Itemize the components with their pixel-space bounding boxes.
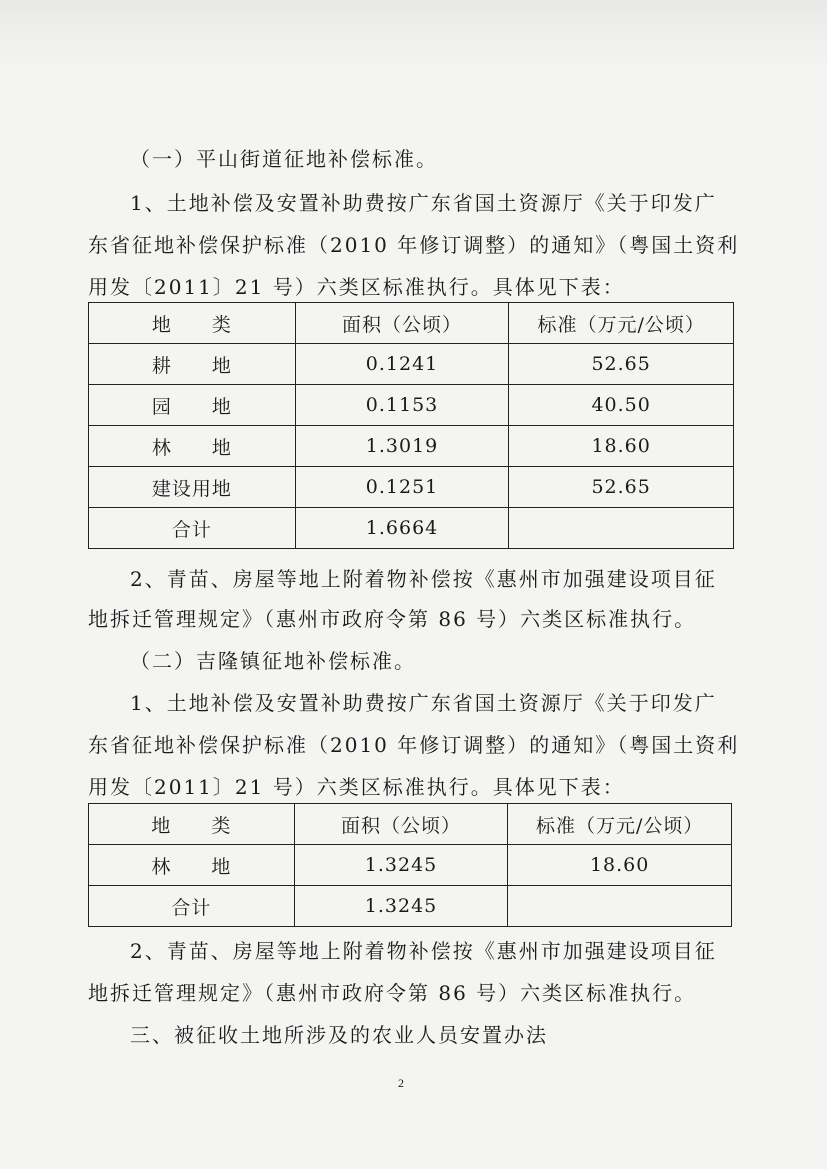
cell-area: 1.3019 xyxy=(295,426,509,467)
cell-land-type: 园 地 xyxy=(89,385,296,426)
header-land-type: 地 类 xyxy=(89,303,296,344)
section1-item2-line2: 地拆迁管理规定》（惠州市政府令第 86 号）六类区标准执行。 xyxy=(88,607,697,631)
section2-item2-line1: 2、青苗、房屋等地上附着物补偿按《惠州市加强建设项目征 xyxy=(130,939,717,963)
table-row xyxy=(89,467,734,508)
section1-item2-line1: 2、青苗、房屋等地上附着物补偿按《惠州市加强建设项目征 xyxy=(130,567,717,591)
cell-total-label: 合计 xyxy=(89,886,295,927)
scan-shadow xyxy=(0,0,827,70)
land-compensation-table-2 xyxy=(88,803,732,927)
cell-standard: 18.60 xyxy=(509,426,734,467)
section1-title: （一）平山街道征地补偿标准。 xyxy=(130,147,438,171)
table-row xyxy=(89,344,734,385)
section2-title: （二）吉隆镇征地补偿标准。 xyxy=(130,649,416,673)
section2-item2-line2: 地拆迁管理规定》（惠州市政府令第 86 号）六类区标准执行。 xyxy=(88,981,697,1005)
table-row xyxy=(89,426,734,467)
header-area: 面积（公顷） xyxy=(295,303,509,344)
header-standard: 标准（万元/公顷） xyxy=(508,804,732,845)
cell-standard: 18.60 xyxy=(508,845,732,886)
table-row xyxy=(89,385,734,426)
section1-item1-line1: 1、土地补偿及安置补助费按广东省国土资源厅《关于印发广 xyxy=(130,191,717,215)
table-header-row xyxy=(89,804,732,845)
table-row xyxy=(89,845,732,886)
cell-standard: 52.65 xyxy=(509,467,734,508)
cell-land-type: 林 地 xyxy=(89,845,295,886)
cell-total-standard xyxy=(508,886,732,927)
section2-item1-line1: 1、土地补偿及安置补助费按广东省国土资源厅《关于印发广 xyxy=(130,691,717,715)
cell-area: 1.3245 xyxy=(294,845,508,886)
section1-item1-line2: 东省征地补偿保护标准（2010 年修订调整）的通知》（粤国土资利 xyxy=(88,233,740,257)
header-land-type: 地 类 xyxy=(89,804,295,845)
table-total-row xyxy=(89,508,734,549)
cell-total-standard xyxy=(509,508,734,549)
cell-land-type: 林 地 xyxy=(89,426,296,467)
cell-total-area: 1.3245 xyxy=(294,886,508,927)
land-compensation-table-1 xyxy=(88,302,734,549)
cell-land-type: 建设用地 xyxy=(89,467,296,508)
table-header-row xyxy=(89,303,734,344)
section3-title: 三、被征收土地所涉及的农业人员安置办法 xyxy=(130,1023,548,1047)
header-standard: 标准（万元/公顷） xyxy=(509,303,734,344)
cell-total-label: 合计 xyxy=(89,508,296,549)
page-number: 2 xyxy=(398,1076,404,1090)
cell-area: 0.1153 xyxy=(295,385,509,426)
section2-item1-line3: 用发〔2011〕21 号）六类区标准执行。具体见下表： xyxy=(88,775,625,799)
cell-land-type: 耕 地 xyxy=(89,344,296,385)
cell-standard: 40.50 xyxy=(509,385,734,426)
cell-area: 0.1241 xyxy=(295,344,509,385)
cell-area: 0.1251 xyxy=(295,467,509,508)
section2-item1-line2: 东省征地补偿保护标准（2010 年修订调整）的通知》（粤国土资利 xyxy=(88,733,740,757)
cell-standard: 52.65 xyxy=(509,344,734,385)
section1-item1-line3: 用发〔2011〕21 号）六类区标准执行。具体见下表： xyxy=(88,275,625,299)
table-total-row xyxy=(89,886,732,927)
cell-total-area: 1.6664 xyxy=(295,508,509,549)
header-area: 面积（公顷） xyxy=(294,804,508,845)
